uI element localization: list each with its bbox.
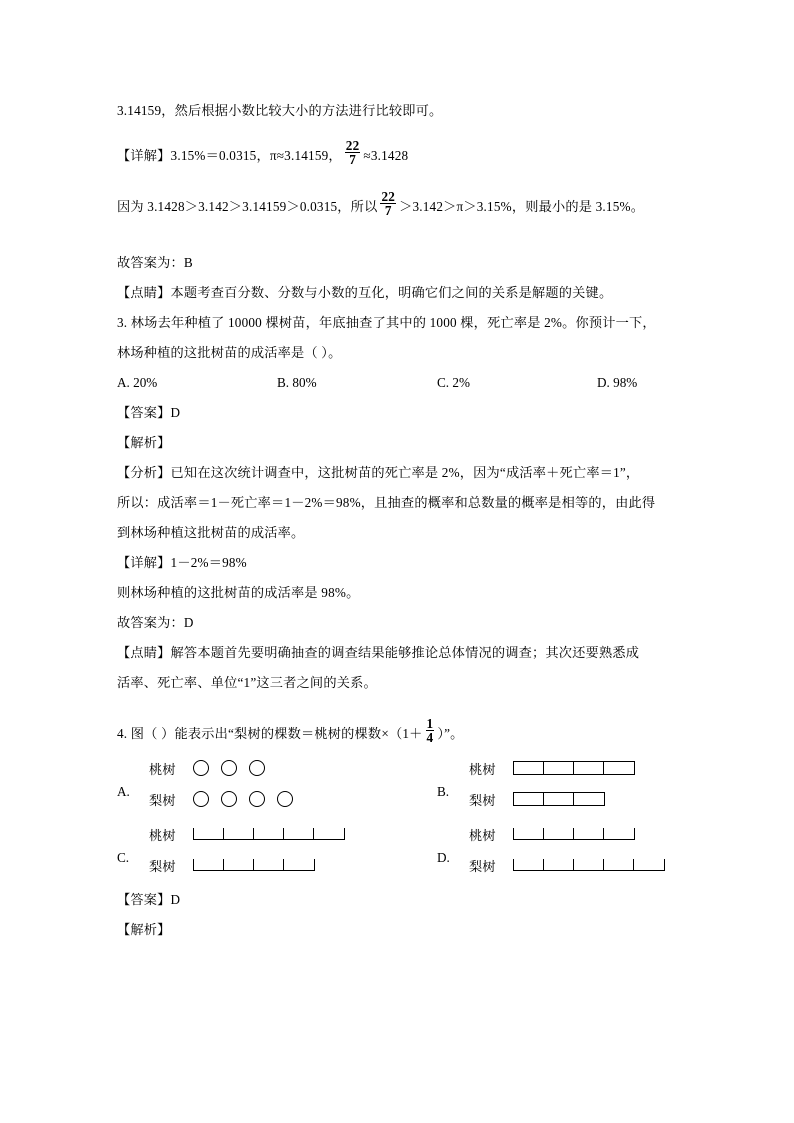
option-c-diagram bbox=[149, 819, 345, 881]
fraction-numerator: 1 bbox=[426, 715, 434, 731]
circle-unit-icon bbox=[249, 791, 265, 807]
fraction-denominator: 7 bbox=[380, 203, 396, 217]
bar-segment bbox=[514, 859, 544, 870]
question-3-stem-line-1 bbox=[117, 308, 677, 338]
fraction-denominator: 4 bbox=[426, 730, 434, 746]
question-3-tip-line-2: 活率、死亡率、单位“1”这三者之间的关系。 bbox=[117, 674, 377, 690]
option-c-letter: C. bbox=[117, 849, 130, 865]
option-row-label: 梨树 bbox=[149, 792, 176, 808]
question-4-stem bbox=[117, 715, 677, 749]
question-3-choices bbox=[117, 368, 677, 398]
segment-bar bbox=[513, 761, 635, 775]
paragraph-intro: 3.14159，然后根据小数比较大小的方法进行比较即可。 bbox=[117, 103, 443, 118]
document-content bbox=[117, 96, 677, 945]
bar-segment bbox=[574, 828, 604, 839]
detail-1-prefix: 【详解】3.15%＝0.0315，π≈3.14159， bbox=[117, 147, 342, 163]
bar-segment bbox=[574, 859, 604, 870]
bar-segment bbox=[224, 828, 254, 839]
segment-bar bbox=[513, 792, 605, 806]
circle-unit-icon bbox=[193, 760, 209, 776]
segment-bar bbox=[193, 828, 345, 840]
question-3-detail: 【详解】1－2%＝98% bbox=[117, 554, 247, 570]
fraction-22-over-7 bbox=[380, 190, 396, 218]
bar-segment bbox=[544, 859, 574, 870]
bar-segment bbox=[634, 859, 664, 870]
fraction-numerator: 22 bbox=[345, 138, 360, 153]
question-3-choice-a[interactable]: A. 20% bbox=[117, 374, 158, 390]
option-row bbox=[149, 819, 345, 850]
circle-unit-icon bbox=[221, 760, 237, 776]
question-3-choice-d[interactable]: D. 98% bbox=[597, 374, 638, 390]
fraction-22-over-7 bbox=[345, 139, 361, 167]
question-3-stem-line-2: 林场种植的这批树苗的成活率是（ ）。 bbox=[117, 344, 342, 360]
bar-segment bbox=[574, 762, 604, 774]
spacer bbox=[117, 698, 677, 718]
question-4-number: 4. bbox=[117, 725, 128, 741]
question-3-number: 3. bbox=[117, 314, 128, 330]
option-row bbox=[469, 753, 635, 784]
circle-unit-icon bbox=[249, 760, 265, 776]
compare-suffix: ＞3.142＞π＞3.15%，则最小的是 3.15%。 bbox=[399, 198, 645, 214]
circle-unit-icon bbox=[193, 791, 209, 807]
bar-segment bbox=[224, 859, 254, 870]
circle-unit-icon bbox=[221, 791, 237, 807]
spacer bbox=[117, 126, 677, 140]
option-a-diagram bbox=[149, 753, 293, 815]
question-3-analysis-line-2: 所以：成活率＝1－死亡率＝1－2%＝98%，且抽查的概率和总数量的概率是相等的，由此得 bbox=[117, 494, 656, 510]
option-d-letter: D. bbox=[437, 849, 450, 865]
bar-segment bbox=[194, 859, 224, 870]
bar-segment bbox=[514, 762, 544, 774]
compare-prefix: 因为 3.1428＞3.142＞3.14159＞0.0315，所以 bbox=[117, 198, 378, 214]
option-row bbox=[149, 850, 345, 881]
bar-segment bbox=[544, 828, 574, 839]
option-row-label: 梨树 bbox=[149, 858, 176, 874]
option-a-letter: A. bbox=[117, 783, 130, 799]
option-row bbox=[469, 850, 665, 881]
bar-segment bbox=[514, 793, 544, 805]
option-row-label: 桃树 bbox=[149, 761, 176, 777]
question-3-choice-c[interactable]: C. 2% bbox=[437, 374, 470, 390]
question-3-analysis-line-3: 到林场种植这批树苗的成活率。 bbox=[117, 524, 305, 540]
bar-segment bbox=[284, 859, 314, 870]
bar-segment bbox=[544, 793, 574, 805]
segment-bar bbox=[193, 859, 315, 871]
paragraph-compare bbox=[117, 188, 677, 222]
paragraph-detail-1 bbox=[117, 140, 677, 171]
option-row-label: 桃树 bbox=[469, 761, 496, 777]
question-3-choice-b[interactable]: B. 80% bbox=[277, 374, 317, 390]
option-row-label: 桃树 bbox=[149, 827, 176, 843]
spacer bbox=[117, 222, 677, 248]
option-row bbox=[469, 784, 635, 815]
bar-segment bbox=[604, 828, 634, 839]
segment-bar bbox=[513, 859, 665, 871]
option-row bbox=[469, 819, 665, 850]
bar-segment bbox=[314, 828, 344, 839]
option-row-label: 梨树 bbox=[469, 792, 496, 808]
spacer bbox=[117, 171, 677, 191]
question-3-tip-line-1: 【点睛】解答本题首先要明确抽查的调查结果能够推论总体情况的调查；其次还要熟悉成 bbox=[117, 644, 640, 660]
question-3-answer-is: 故答案为：D bbox=[117, 614, 194, 630]
question-3-stem-text-1: 林场去年种植了 10000 棵树苗，年底抽查了其中的 1000 棵，死亡率是 2%。你预计一下， bbox=[130, 314, 656, 330]
option-row bbox=[149, 753, 293, 784]
option-b-diagram bbox=[469, 753, 635, 815]
bar-segment bbox=[574, 793, 604, 805]
fraction-numerator: 22 bbox=[381, 188, 396, 204]
segment-bar bbox=[513, 828, 635, 840]
option-row bbox=[149, 784, 293, 815]
circle-unit-icon bbox=[277, 791, 293, 807]
question-4-options bbox=[117, 753, 677, 885]
bar-segment bbox=[514, 828, 544, 839]
option-row-label: 梨树 bbox=[469, 858, 496, 874]
bar-segment bbox=[194, 828, 224, 839]
question-3-analysis-header: 【解析】 bbox=[117, 434, 171, 450]
option-b-letter: B. bbox=[437, 783, 450, 799]
circle-group bbox=[193, 791, 293, 807]
fraction-denominator: 7 bbox=[345, 152, 361, 166]
question-3-conclusion: 则林场种植的这批树苗的成活率是 98%。 bbox=[117, 584, 360, 600]
bar-segment bbox=[544, 762, 574, 774]
option-d-diagram bbox=[469, 819, 665, 881]
question-4-analysis-header: 【解析】 bbox=[117, 921, 171, 937]
question-3-analysis-line-1: 【分析】已知在这次统计调查中，这批树苗的死亡率是 2%，因为“成活率＋死亡率＝1”， bbox=[117, 464, 640, 480]
detail-1-suffix: ≈3.1428 bbox=[363, 147, 409, 163]
bar-segment bbox=[284, 828, 314, 839]
bar-segment bbox=[254, 828, 284, 839]
question-4-stem-prefix: 图（ ）能表示出“梨树的棵数＝桃树的棵数×（1＋ bbox=[130, 725, 423, 741]
question-4-stem-suffix: ）”。 bbox=[437, 725, 464, 741]
bar-segment bbox=[604, 762, 634, 774]
bar-segment bbox=[604, 859, 634, 870]
bar-segment bbox=[254, 859, 284, 870]
question-4-answer: 【答案】D bbox=[117, 891, 181, 907]
answer-line-q2: 故答案为：B bbox=[117, 254, 193, 270]
fraction-1-over-4 bbox=[426, 717, 435, 745]
circle-group bbox=[193, 760, 265, 776]
tip-line-q2: 【点睛】本题考查百分数、分数与小数的互化，明确它们之间的关系是解题的关键。 bbox=[117, 284, 613, 300]
option-row-label: 桃树 bbox=[469, 827, 496, 843]
question-3-answer: 【答案】D bbox=[117, 404, 181, 420]
